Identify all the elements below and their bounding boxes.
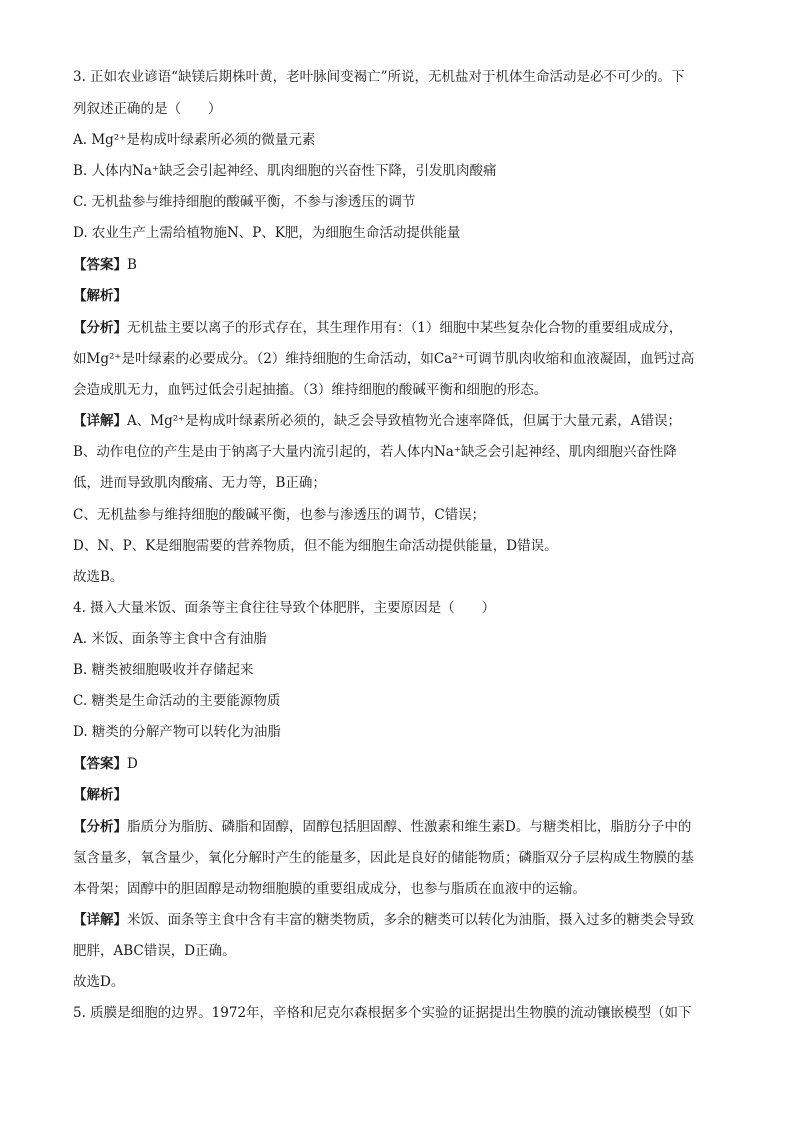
q3-stem-line-2: 列叙述正确的是（ ）: [73, 101, 222, 117]
q4-option-a: A. 米饭、面条等主食中含有油脂: [73, 631, 267, 647]
q3-answer: [73, 256, 733, 274]
q3-xiangjie-line-5: D、N、P、K是细胞需要的营养物质，但不能为细胞生命活动提供能量，D错误。: [73, 538, 558, 554]
answer-value: B: [127, 257, 137, 273]
answer-value: D: [127, 756, 138, 772]
q3-xiangjie-line-1: [73, 412, 733, 430]
q4-fenxi-line-1: [73, 818, 733, 836]
q4-fenxi-line-3: 本骨架；固醇中的胆固醇是动物细胞膜的重要组成成分，也参与脂质在血液中的运输。: [73, 881, 586, 897]
xiangjie-tag: 【详解】: [73, 912, 127, 928]
q4-option-c: C. 糖类是生命活动的主要能源物质: [73, 693, 281, 709]
q3-option-b: B. 人体内Na⁺缺乏会引起神经、肌肉细胞的兴奋性下降，引发肌肉酸痛: [73, 163, 497, 179]
q4-answer: [73, 755, 733, 773]
fenxi-text: 无机盐主要以离子的形式存在，其生理作用有：（1）细胞中某些复杂化合物的重要组成成分，: [127, 320, 683, 336]
fenxi-tag: 【分析】: [73, 819, 127, 835]
fenxi-text: 脂质分为脂肪、磷脂和固醇，固醇包括胆固醇、性激素和维生素D。与糖类相比，脂肪分子中的: [127, 819, 692, 835]
xiangjie-tag: 【详解】: [73, 413, 127, 429]
q4-conclusion: 故选D。: [73, 974, 125, 990]
q3-xiangjie-line-2: B、动作电位的产生是由于钠离子大量内流引起的，若人体内Na⁺缺乏会引起神经、肌肉细胞兴奋性降: [73, 444, 677, 460]
q3-xiangjie-line-4: C、无机盐参与维持细胞的酸碱平衡，也参与渗透压的调节，C错误；: [73, 507, 486, 523]
q4-xiangjie-line-2: 肥胖，ABC错误，D正确。: [73, 943, 236, 959]
q3-analysis-heading: [73, 287, 733, 305]
fenxi-tag: 【分析】: [73, 320, 127, 336]
q3-stem-line-1: 3. 正如农业谚语“缺镁后期株叶黄，老叶脉间变褐亡”所说，无机盐对于机体生命活动是必不可少的。下: [73, 69, 685, 85]
q3-fenxi-line-3: 会造成肌无力，血钙过低会引起抽搐。（3）维持细胞的酸碱平衡和细胞的形态。: [73, 382, 548, 398]
q4-analysis-heading: [73, 786, 733, 804]
q5-stem-line-1: 5. 质膜是细胞的边界。1972年，辛格和尼克尔森根据多个实验的证据提出生物膜的流动镶嵌模型（如下: [73, 1005, 692, 1021]
analysis-tag: 【解析】: [73, 288, 127, 304]
answer-tag: 【答案】: [73, 756, 127, 772]
q3-option-d: D. 农业生产上需给植物施N、P、K肥，为细胞生命活动提供能量: [73, 225, 461, 241]
analysis-tag: 【解析】: [73, 787, 127, 803]
q4-option-b: B. 糖类被细胞吸收并存储起来: [73, 662, 254, 678]
q3-fenxi-line-1: [73, 319, 733, 337]
answer-tag: 【答案】: [73, 257, 127, 273]
q4-option-d: D. 糖类的分解产物可以转化为油脂: [73, 724, 281, 740]
q3-option-a: A. Mg²⁺是构成叶绿素所必须的微量元素: [73, 132, 316, 148]
q3-fenxi-line-2: 如Mg²⁺是叶绿素的必要成分。（2）维持细胞的生命活动，如Ca²⁺可调节肌肉收缩和血液凝固，血钙过高: [73, 351, 695, 367]
q4-xiangjie-line-1: [73, 911, 733, 929]
q4-stem: 4. 摄入大量米饭、面条等主食往往导致个体肥胖，主要原因是（ ）: [73, 600, 496, 616]
xiangjie-text: 米饭、面条等主食中含有丰富的糖类物质，多余的糖类可以转化为油脂，摄入过多的糖类会导致: [127, 912, 694, 928]
q4-fenxi-line-2: 氢含量多，氧含量少，氧化分解时产生的能量多，因此是良好的储能物质；磷脂双分子层构成生物膜的基: [73, 850, 694, 866]
q3-xiangjie-line-3: 低，进而导致肌肉酸痛、无力等，B正确；: [73, 475, 326, 491]
xiangjie-text: A、Mg²⁺是构成叶绿素所必须的，缺乏会导致植物光合速率降低，但属于大量元素，A错误；: [127, 413, 681, 429]
q3-option-c: C. 无机盐参与维持细胞的酸碱平衡，不参与渗透压的调节: [73, 194, 416, 210]
q3-conclusion: 故选B。: [73, 569, 124, 585]
